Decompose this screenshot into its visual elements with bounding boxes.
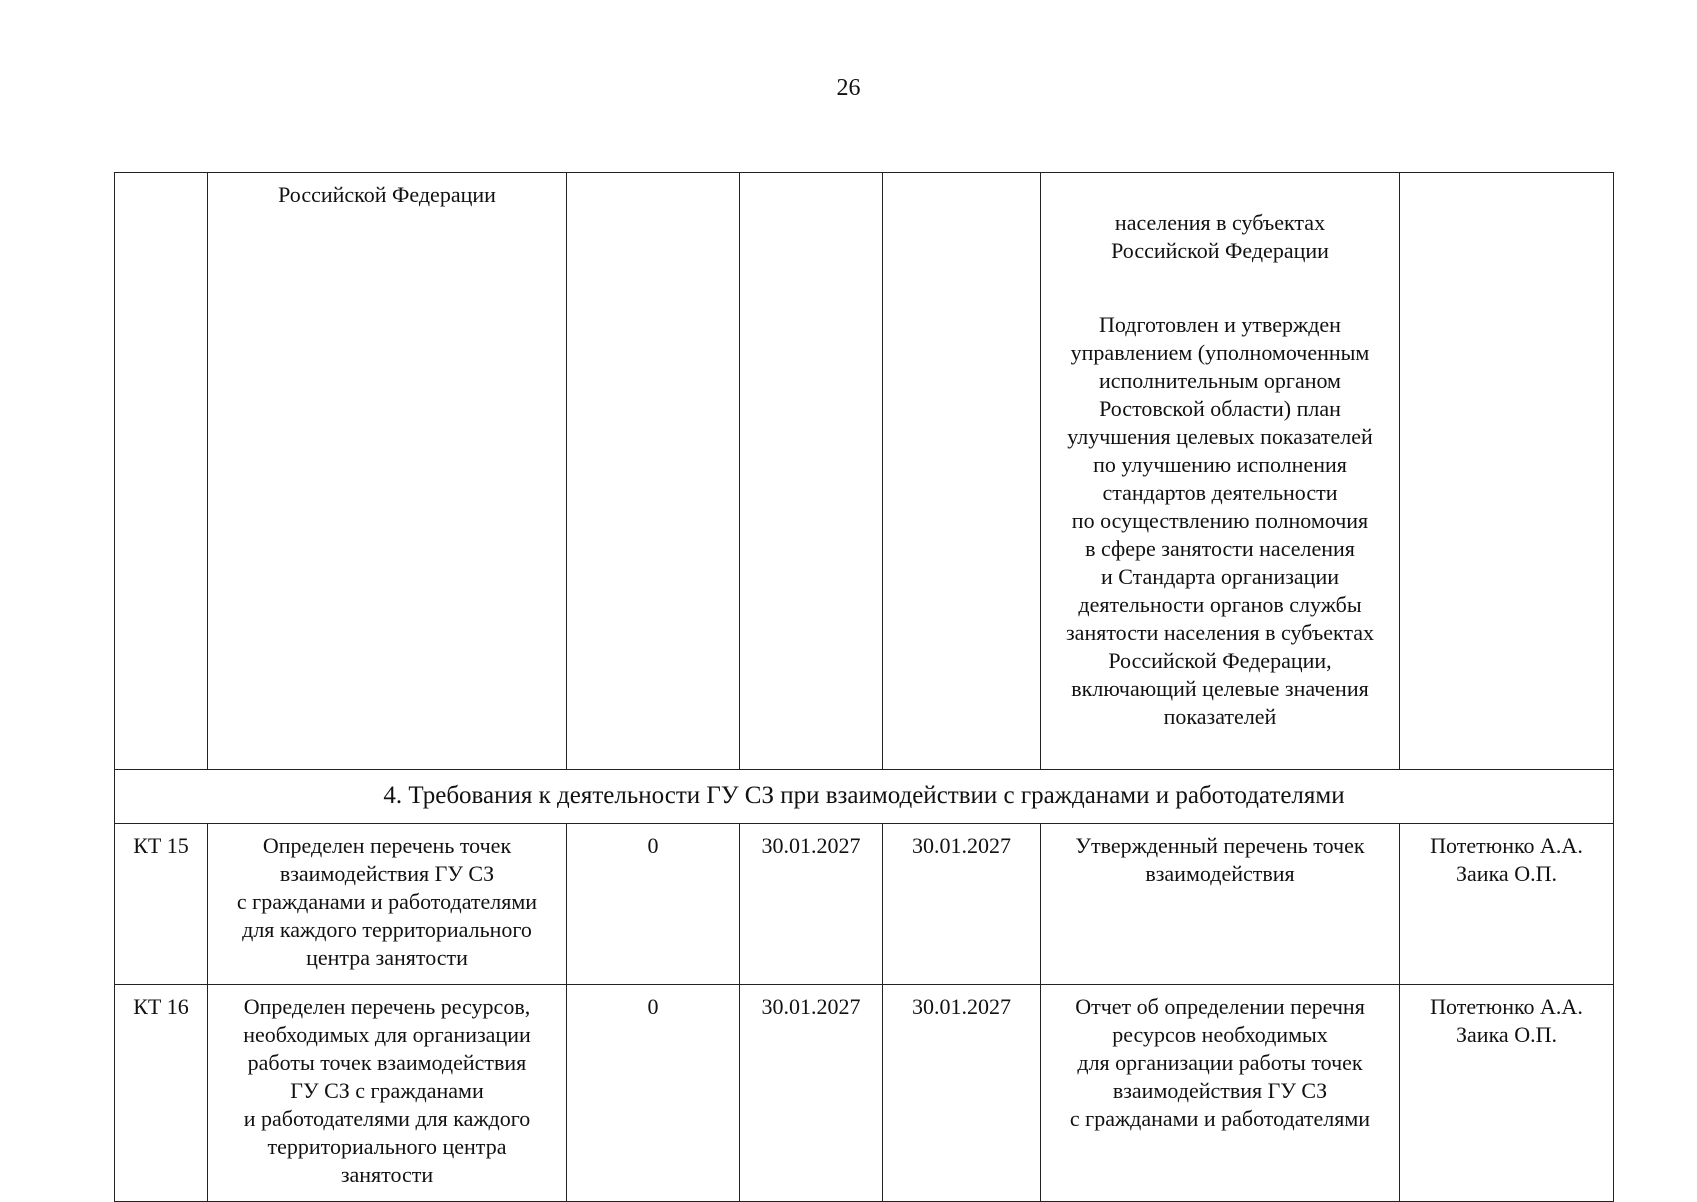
result-paragraph: Подготовлен и утвержден управлением (уполномоченным исполнительным органом Ростовской области) план улучшения целевых показателей по улучшению исполнения стандартов деятельности по осуществлению полномочия в сфере занятости населения и Стандарта организации деятельности органов службы занятости населения в субъектах Российской Федерации, включающий целевые значения показателей [1065,312,1375,729]
cell-name: Определен перечень точек взаимодействия ГУ СЗ с гражданами и работодателями для каждого территориального центра занятости [208,824,567,985]
table-row-section [115,770,1614,824]
control-points-table [114,172,1614,1202]
cell-responsible [1400,173,1614,770]
table-row-continuation [115,173,1614,770]
cell-end-date: 30.01.2027 [883,824,1041,985]
table-row [115,985,1614,1202]
cell-responsible: Потетюнко А.А. Заика О.П. [1400,824,1614,985]
cell-result [1041,173,1400,770]
cell-start-date: 30.01.2027 [740,985,883,1202]
cell-start-date: 30.01.2027 [740,824,883,985]
cell-value [567,173,740,770]
cell-result: Отчет об определении перечня ресурсов необходимых для организации работы точек взаимодействия ГУ СЗ с гражданами и работодателями [1041,985,1400,1202]
cell-responsible: Потетюнко А.А. Заика О.П. [1400,985,1614,1202]
cell-code [115,173,208,770]
cell-end-date [883,173,1041,770]
cell-end-date: 30.01.2027 [883,985,1041,1202]
result-paragraph: населения в субъектах Российской Федерации [1111,210,1329,263]
cell-result: Утвержденный перечень точек взаимодействия [1041,824,1400,985]
cell-value: 0 [567,985,740,1202]
cell-name: Российской Федерации [208,173,567,770]
cell-code: КТ 15 [115,824,208,985]
cell-value: 0 [567,824,740,985]
cell-start-date [740,173,883,770]
page-number: 26 [836,75,861,101]
cell-name: Определен перечень ресурсов, необходимых для организации работы точек взаимодействия ГУ СЗ с гражданами и работодателями для каждого территориального центра занятости [208,985,567,1202]
table-row [115,824,1614,985]
cell-code: КТ 16 [115,985,208,1202]
section-title: 4. Требования к деятельности ГУ СЗ при взаимодействии с гражданами и работодателями [115,770,1614,824]
